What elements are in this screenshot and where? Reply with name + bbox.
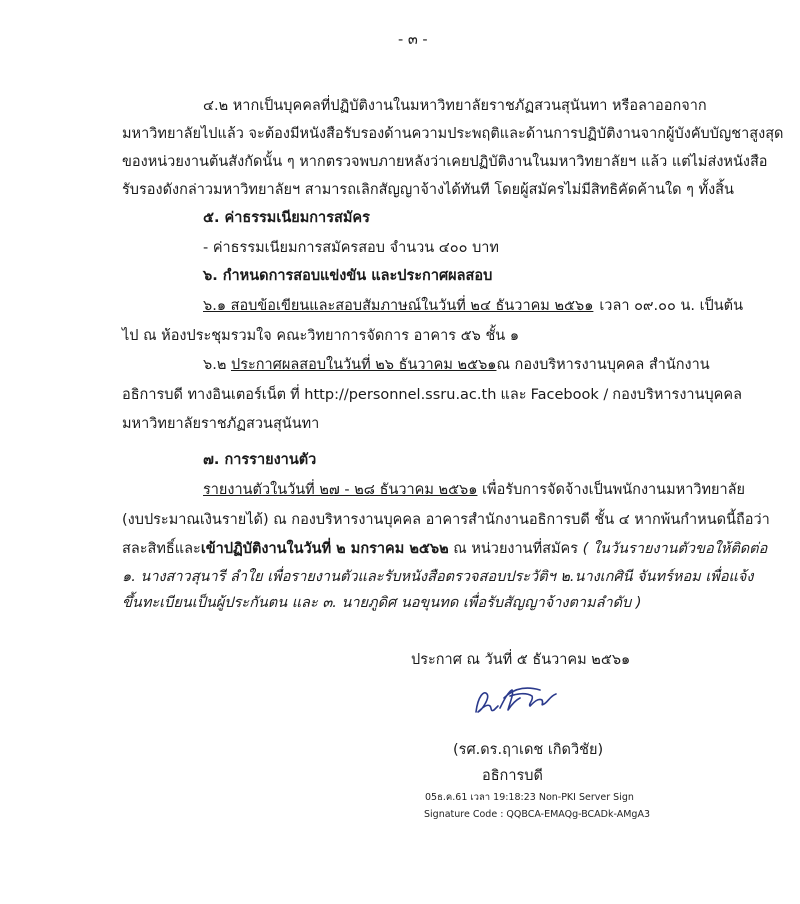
signature-code: Signature Code : QQBCA-EMAQg-BCADk-AMgA3: [424, 809, 650, 820]
s7-line-2: (งบประมาณเงินรายได้) ณ กองบริหารงานบุคคล อาคารสำนักงานอธิการบดี ชั้น ๔ หากพ้นกำหนดนี้ถือว่า: [122, 512, 770, 528]
s7-line-5: ขึ้นทะเบียนเป็นผู้ประกันตน และ ๓. นายภูดิศ นอขุนทด เพื่อรับสัญญาจ้างตามลำดับ ): [122, 595, 642, 611]
s7-heading: ๗. การรายงานตัว: [203, 452, 317, 468]
s62-result-date: ประกาศผลสอบในวันที่ ๒๖ ธันวาคม ๒๕๖๑: [230, 357, 497, 373]
s62-website: ที่ http://personnel.ssru.ac.th: [290, 387, 497, 403]
s42-line-4: รับรองดังกล่าวมหาวิทยาลัยฯ สามารถเลิกสัญญาจ้างได้ทันที โดยผู้สมัครไม่มีสิทธิคัดค้านใด ๆ ทั้งสิ้น: [122, 182, 734, 198]
s7-line-3: [122, 539, 767, 559]
s5-heading: ๕. ค่าธรรมเนียมการสมัคร: [203, 210, 370, 226]
s7-line-1: [203, 480, 745, 500]
s62-line-1: [203, 355, 710, 375]
s7-report-date: รายงานตัวในวันที่ ๒๗ - ๒๘ ธันวาคม ๒๕๖๑: [203, 482, 478, 498]
s7-purpose: เพื่อรับการจัดจ้างเป็นพนักงานมหาวิทยาลัย: [477, 482, 746, 498]
esign-timestamp: 05ธ.ค.61 เวลา 19:18:23 Non-PKI Server Sign: [425, 792, 634, 803]
s7-waive: สละสิทธิ์และ: [122, 541, 201, 557]
s7-start-date: เข้าปฏิบัติงานในวันที่ ๒ มกราคม ๒๕๖๒: [200, 541, 449, 557]
s62-office: อธิการบดี ทางอินเตอร์เน็ต: [122, 387, 287, 403]
signer-position: อธิการบดี: [482, 768, 543, 784]
s62-line-3: มหาวิทยาลัยราชภัฏสวนสุนันทา: [122, 416, 320, 432]
s5-fee-line: - ค่าธรรมเนียมการสมัครสอบ จำนวน ๔๐๐ บาท: [203, 240, 499, 256]
handwritten-signature: [470, 682, 570, 726]
s62-prefix: ๖.๒: [203, 357, 231, 373]
s42-line-1: ๔.๒ หากเป็นบุคคลที่ปฏิบัติงานในมหาวิทยาลัยราชภัฏสวนสุนันทา หรือลาออกจาก: [203, 98, 707, 114]
s61-exam-time: เวลา ๐๙.๐๐ น. เป็นต้น: [599, 298, 743, 314]
s42-line-3: ของหน่วยงานต้นสังกัดนั้น ๆ หากตรวจพบภายหลังว่าเคยปฏิบัติงานในมหาวิทยาลัยฯ แล้ว แต่ไม่ส่งหนังสือ: [122, 154, 768, 170]
s62-facebook: Facebook /: [530, 387, 609, 403]
s61-exam-date: ๖.๑ สอบข้อเขียนและสอบสัมภาษณ์ในวันที่ ๒๔ ธันวาคม ๒๕๖๑: [203, 298, 594, 314]
s62-location: ณ กองบริหารงานบุคคล สำนักงาน: [496, 357, 710, 373]
s61-line-1: [203, 296, 743, 316]
s6-heading: ๖. กำหนดการสอบแข่งขัน และประกาศผลสอบ: [203, 268, 493, 284]
s42-line-2: มหาวิทยาลัยไปแล้ว จะต้องมีหนังสือรับรองด้านความประพฤติและด้านการปฏิบัติงานจากผู้บังคับบัญชาสูงสุด: [122, 126, 784, 142]
s7-unit: ณ หน่วยงานที่สมัคร: [448, 541, 583, 557]
announcement-date: ประกาศ ณ วันที่ ๕ ธันวาคม ๒๕๖๑: [411, 652, 631, 668]
s7-line-4: ๑. นางสาวสุนารี ลำใย เพื่อรายงานตัวและรับหนังสือตรวจสอบประวัติฯ ๒.นางเกศินี จันทร์หอม เพื่อแจ้ง: [122, 569, 754, 585]
signer-name: (รศ.ดร.ฤาเดช เกิดวิชัย): [453, 742, 604, 758]
s7-contact-note: ( ในวันรายงานตัวขอให้ติดต่อ: [582, 541, 768, 557]
s62-line-2: [122, 385, 742, 405]
s62-and: และ: [500, 387, 527, 403]
s62-division: กองบริหารงานบุคคล: [612, 387, 742, 403]
s61-line-2: ไป ณ ห้องประชุมรวมใจ คณะวิทยาการจัดการ อาคาร ๕๖ ชั้น ๑: [122, 328, 520, 344]
page-number: - ๓ -: [398, 32, 428, 48]
